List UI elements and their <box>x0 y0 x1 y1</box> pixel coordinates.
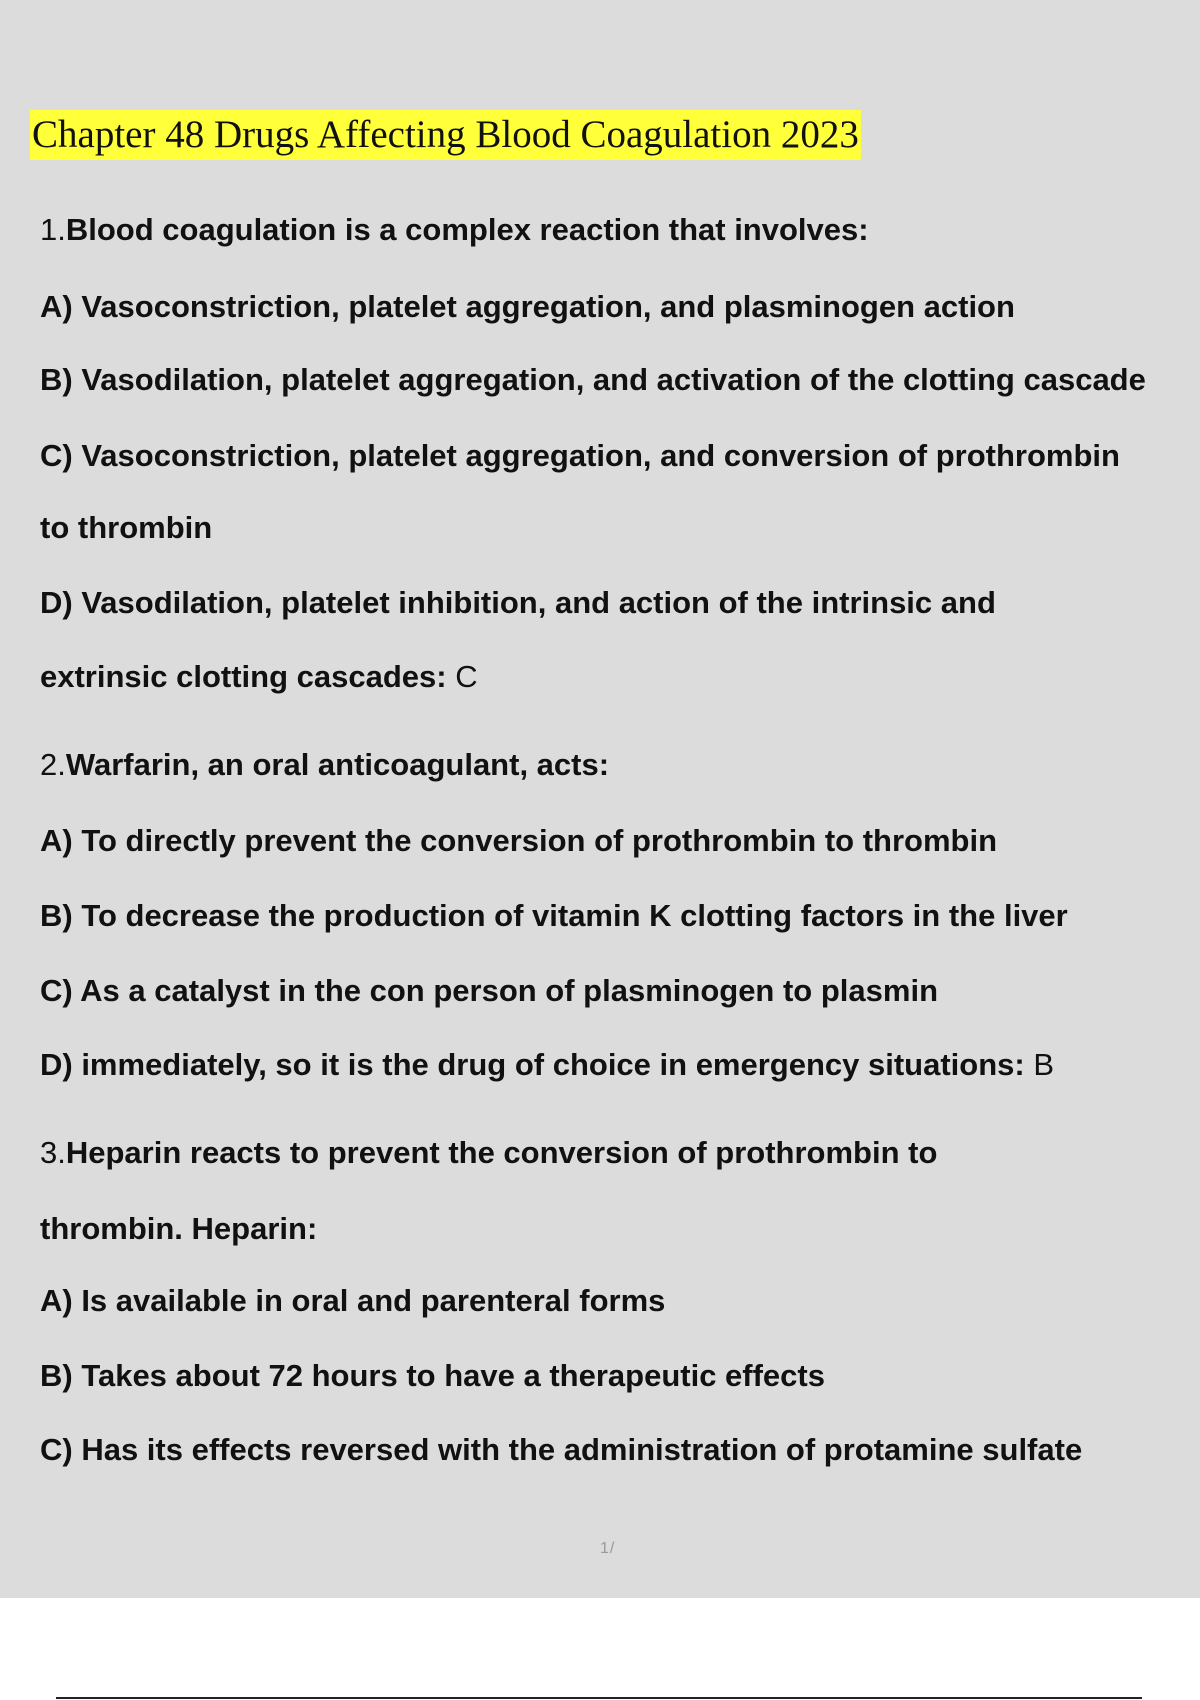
question-1-option-a: A) Vasoconstriction, platelet aggregation, and plasminogen action <box>40 289 1015 324</box>
question-2-option-c: C) As a catalyst in the con person of plasminogen to plasmin <box>40 973 939 1008</box>
question-1-option-c: C) Vasoconstriction, platelet aggregation, and conversion of prothrombin <box>40 438 1120 473</box>
footer-divider <box>56 1697 1142 1699</box>
question-1-option-d-continued <box>40 657 478 697</box>
question-stem: Blood coagulation is a complex reaction that involves: <box>65 212 869 247</box>
question-1-answer: C <box>455 659 478 694</box>
question-2-option-b: B) To decrease the production of vitamin K clotting factors in the liver <box>40 898 1068 933</box>
question-2-option-d <box>40 1045 1054 1085</box>
question-1-option-d: D) Vasodilation, platelet inhibition, and action of the intrinsic and <box>40 585 996 620</box>
question-2-option-a: A) To directly prevent the conversion of prothrombin to thrombin <box>40 823 998 858</box>
question-1-option-b: B) Vasodilation, platelet aggregation, and activation of the clotting cascade <box>40 362 1146 397</box>
page-number: 1/ <box>600 1540 616 1557</box>
question-stem: Warfarin, an oral anticoagulant, acts: <box>65 747 610 782</box>
option-text: D) immediately, so it is the drug of choice in emergency situations: <box>40 1047 1025 1082</box>
question-3-stem-continued: thrombin. Heparin: <box>40 1211 318 1246</box>
question-number: 1. <box>40 212 66 247</box>
question-1-option-c-continued: to thrombin <box>40 510 213 545</box>
question-1 <box>40 210 869 250</box>
option-text: extrinsic clotting cascades: <box>40 659 447 694</box>
question-stem: Heparin reacts to prevent the conversion of prothrombin to <box>65 1135 938 1170</box>
question-2 <box>40 745 609 785</box>
question-3-option-b: B) Takes about 72 hours to have a therapeutic effects <box>40 1358 825 1393</box>
document-title: Chapter 48 Drugs Affecting Blood Coagulation 2023 <box>30 110 861 160</box>
question-number: 3. <box>40 1135 66 1170</box>
question-2-answer: B <box>1033 1047 1055 1082</box>
question-3 <box>40 1133 937 1173</box>
question-3-option-a: A) Is available in oral and parenteral forms <box>40 1283 666 1318</box>
question-3-option-c: C) Has its effects reversed with the administration of protamine sulfate <box>40 1432 1083 1467</box>
question-number: 2. <box>40 747 66 782</box>
